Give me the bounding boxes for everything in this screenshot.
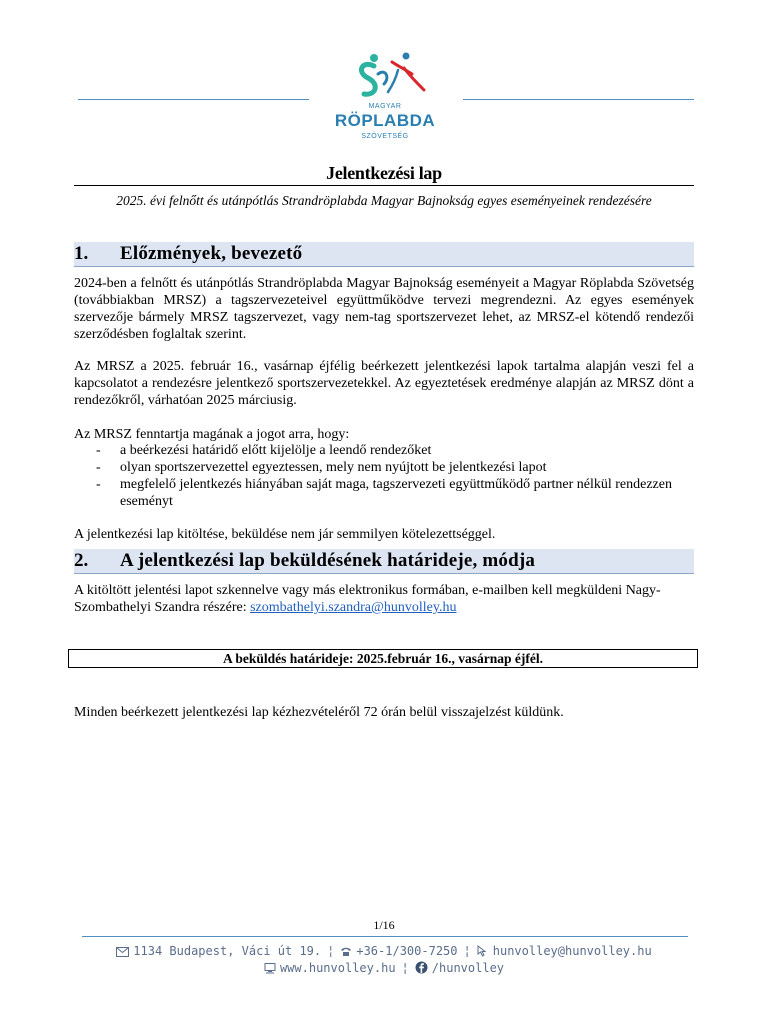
section-2-heading [74, 549, 694, 574]
section-2-paragraph-2: Minden beérkezett jelentkezési lap kézhezvételéről 72 órán belül visszajelzést küldünk. [74, 705, 564, 720]
footer-rule [82, 936, 688, 937]
footer-address: 1134 Budapest, Váci út 19. [133, 944, 322, 958]
footer-contact-line-1 [0, 944, 768, 960]
list-item: - olyan sportszervezettel egyeztessen, mely nem nyújtott be jelentkezési lapot [96, 460, 547, 475]
section-2-paragraph-1 [74, 582, 694, 616]
footer-facebook[interactable]: /hunvolley [431, 961, 505, 975]
section-2-paragraph-1-text: A kitöltött jelentési lapot szkennelve vagy más elektronikus formában, e-mailben kell megküldeni Nagy-Szombathelyi Szandra részére: [74, 583, 661, 615]
federation-logo [326, 48, 444, 154]
document-subtitle: 2025. évi felnőtt és utánpótlás Strandröplabda Magyar Bajnokság egyes eseményeinek rendezésére [116, 193, 652, 208]
mouse-pointer-icon [477, 945, 489, 960]
section-1-paragraph-3: Az MRSZ fenntartja magának a jogot arra, hogy: [74, 427, 350, 442]
footer-separator: ¦ [463, 944, 471, 958]
section-1-title: Előzmények, bevezető [120, 243, 303, 264]
list-item: - megfelelő jelentkezés hiányában saját maga, tagszervezeti együttműködő partner nélkül rendezzen eseményt [96, 477, 672, 509]
deadline-box: A beküldés határideje: 2025.február 16., vasárnap éjfél. [68, 649, 698, 668]
document-title: Jelentkezési lap [326, 163, 442, 183]
footer-separator: ¦ [401, 961, 409, 975]
facebook-icon [415, 961, 428, 977]
section-2-title: A jelentkezési lap beküldésének határideje, módja [120, 550, 536, 571]
contact-email-link[interactable]: szombathelyi.szandra@hunvolley.hu [250, 600, 457, 615]
list-item-text: megfelelő jelentkezés hiányában saját maga, tagszervezeti együttműködő partner nélkül rendezzen eseményt [120, 477, 672, 509]
footer-separator: ¦ [327, 944, 335, 958]
logo-text-magyar: MAGYAR [368, 103, 402, 110]
footer-contact-line-2 [0, 961, 768, 977]
page-number: 1/16 [373, 918, 395, 932]
beach-volleyball-player-icon [326, 48, 444, 104]
header-rule-left [78, 99, 309, 100]
section-1-paragraph-2: Az MRSZ a 2025. február 16., vasárnap éjfélig beérkezett jelentkezési lapok tartalma alapján veszi fel a kapcsolatot a rendezésre jelentkező sportszervezetekkel. Az egyeztetések eredménye alapján az MRSZ dönt a rendezőkről, várhatóan 2025 márciusig. [74, 359, 694, 408]
footer-phone[interactable]: +36-1/300-7250 [356, 944, 458, 958]
title-underline [74, 185, 694, 186]
footer-email[interactable]: hunvolley@hunvolley.hu [492, 944, 652, 958]
list-item-text: olyan sportszervezettel egyeztessen, mely nem nyújtott be jelentkezési lapot [120, 460, 547, 475]
envelope-icon [116, 946, 129, 960]
computer-icon [264, 963, 276, 977]
section-1-heading [74, 242, 694, 267]
section-1-number: 1. [74, 243, 89, 264]
section-1-paragraph-4: A jelentkezési lap kitöltése, beküldése nem jár semmilyen kötelezettséggel. [74, 527, 496, 542]
list-item-text: a beérkezési határidő előtt kijelölje a leendő rendezőket [120, 443, 432, 458]
logo-text-szovetseg: SZÖVETSÉG [361, 133, 409, 140]
footer-website[interactable]: www.hunvolley.hu [279, 961, 396, 975]
phone-icon [340, 946, 352, 960]
header-rule-right [463, 99, 694, 100]
section-2-number: 2. [74, 550, 89, 571]
section-1-paragraph-1: 2024-ben a felnőtt és utánpótlás Strandröplabda Magyar Bajnokság eseményeit a Magyar Röplabda Szövetség (továbbiakban MRSZ) a tagszervezeteivel együttműködve tervezi megrendezni. Az egyes események szervezője bármely MRSZ tagszervezet, vagy nem-tag sportszervezet lehet, az MRSZ-el kötendő rendezői szerződésben foglaltak szerint. [74, 276, 694, 342]
list-item: - a beérkezési határidő előtt kijelölje a leendő rendezőket [96, 443, 432, 458]
logo-text-roplabda: RÖPLABDA [334, 111, 436, 130]
rights-list [74, 442, 694, 510]
